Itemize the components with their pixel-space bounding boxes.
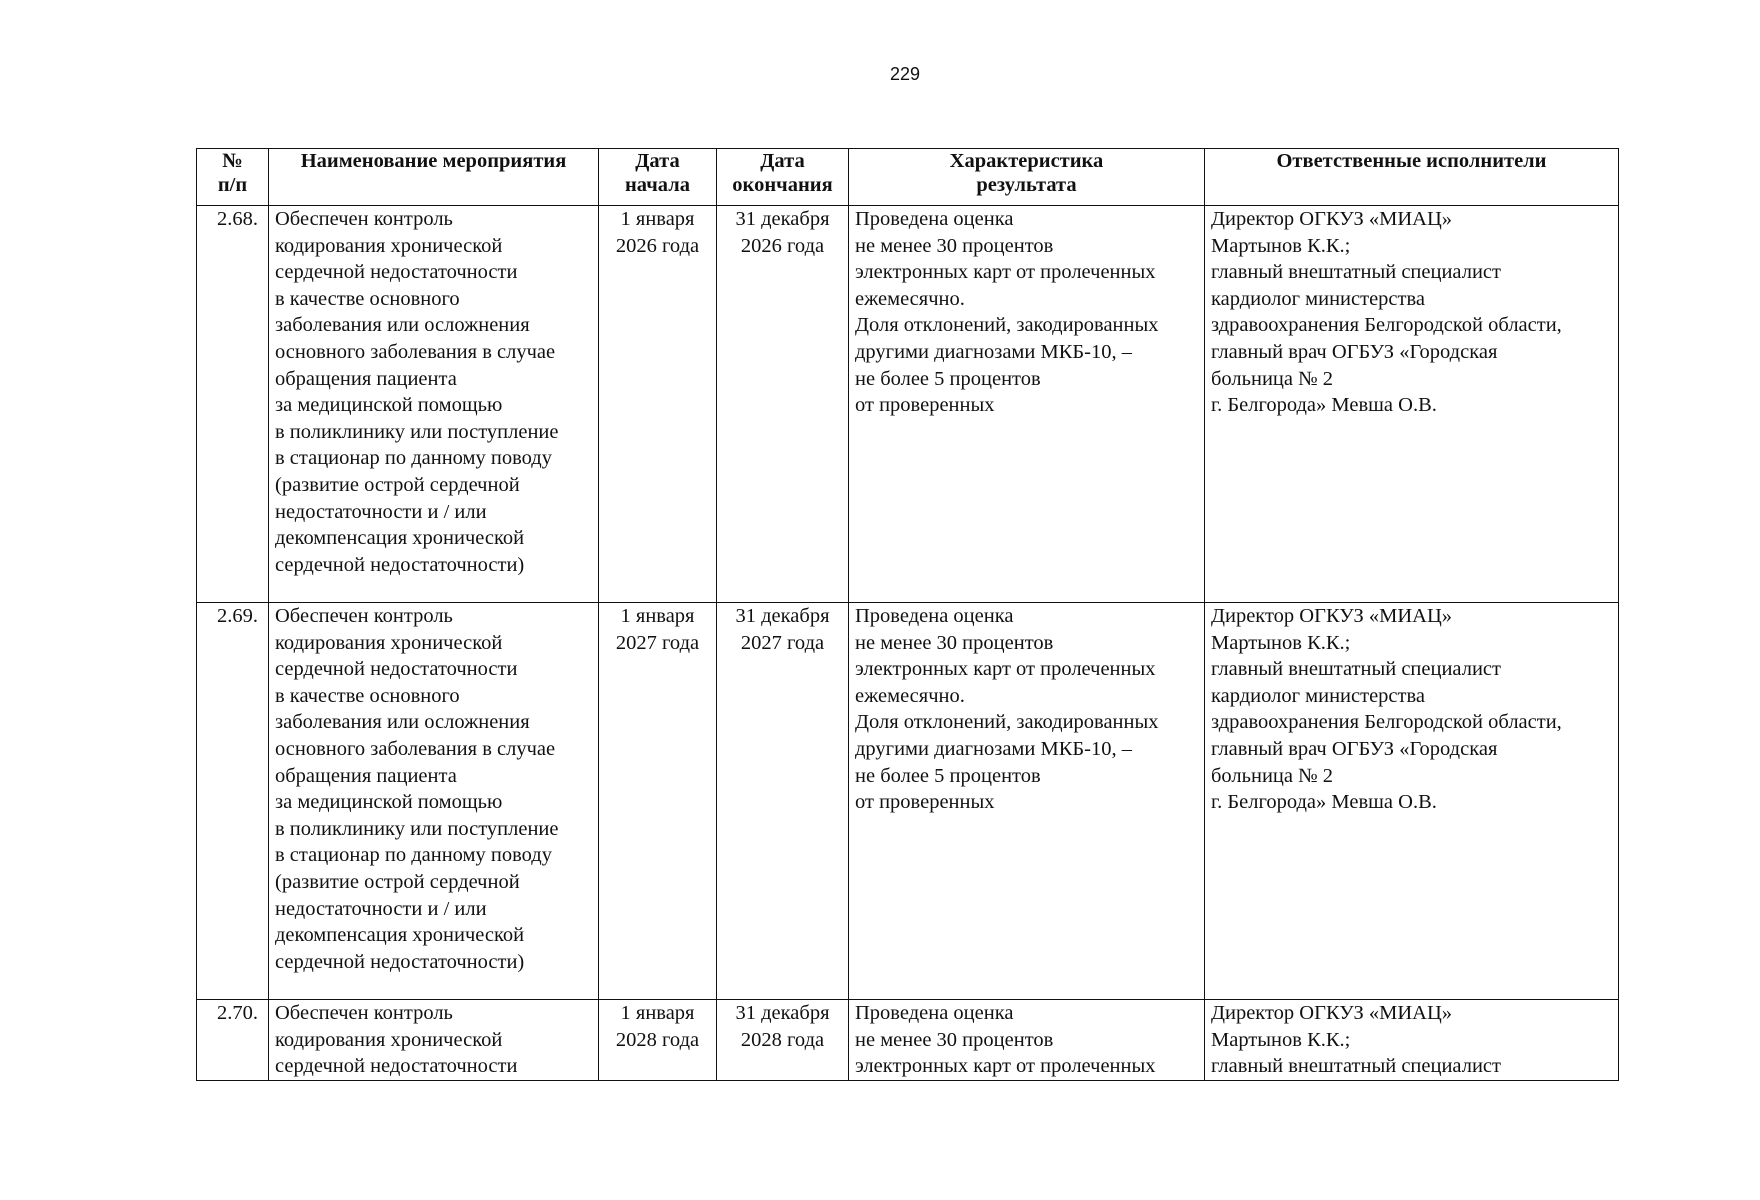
text-line: Обеспечен контроль (275, 605, 453, 627)
text-line: не менее 30 процентов (855, 234, 1054, 257)
text-line: 2027 года (615, 631, 700, 654)
row-start-date (599, 206, 717, 603)
text-line: обращения пациента (275, 764, 457, 787)
text-line: результата (976, 174, 1077, 196)
text-line: за медицинской помощью (275, 394, 503, 417)
row-end-date (717, 206, 849, 603)
text-line: заболевания или осложнения (275, 314, 530, 337)
text-line: Директор ОГКУЗ «МИАЦ» (1211, 208, 1453, 230)
row-num: 2.70. (197, 1000, 269, 1081)
text-line: 2028 года (740, 1028, 825, 1051)
text-line: не менее 30 процентов (855, 631, 1054, 654)
text-line: г. Белгорода» Мевша О.В. (1211, 394, 1437, 417)
row-end-date (717, 1000, 849, 1081)
text-line: г. Белгорода» Мевша О.В. (1211, 791, 1437, 814)
text-line: 31 декабря (735, 208, 830, 230)
text-line: основного заболевания в случае (275, 340, 556, 363)
header-start-date (599, 149, 717, 206)
text-line: 2026 года (615, 234, 700, 257)
text-line: основного заболевания в случае (275, 737, 556, 760)
text-line: здравоохранения Белгородской области, (1211, 314, 1562, 337)
text-line: сердечной недостаточности) (275, 950, 525, 973)
text-line: кодирования хронической (275, 234, 503, 257)
text-line: больница № 2 (1211, 367, 1334, 390)
text-line: 31 декабря (735, 1002, 830, 1024)
text-line: главный врач ОГБУЗ «Городская (1211, 737, 1498, 760)
text-line: Обеспечен контроль (275, 1002, 453, 1024)
measures-table (196, 148, 1619, 1081)
row-name (269, 1000, 599, 1081)
text-line: больница № 2 (1211, 764, 1334, 787)
header-responsible (1205, 149, 1619, 206)
text-line: 2028 года (615, 1028, 700, 1051)
text-line: в поликлинику или поступление (275, 420, 559, 443)
row-result (849, 206, 1205, 603)
text-line: в поликлинику или поступление (275, 817, 559, 840)
text-line: 1 января (620, 605, 695, 627)
row-responsible (1205, 1000, 1619, 1081)
row-name (269, 603, 599, 1000)
text-line: Характеристика (949, 150, 1104, 172)
text-line: Дата (760, 150, 805, 172)
text-line: ежемесячно. (855, 684, 965, 707)
row-num: 2.68. (197, 206, 269, 603)
text-line: за медицинской помощью (275, 791, 503, 814)
header-result (849, 149, 1205, 206)
table-row (197, 603, 1619, 1000)
header-name (269, 149, 599, 206)
text-line: не более 5 процентов (855, 764, 1041, 787)
text-line: Мартынов К.К.; (1211, 234, 1351, 257)
table-row (197, 206, 1619, 603)
table-header-row (197, 149, 1619, 206)
row-name (269, 206, 599, 603)
text-line: обращения пациента (275, 367, 457, 390)
text-line: 2026 года (740, 234, 825, 257)
text-line: декомпенсация хронической (275, 924, 525, 947)
text-line: сердечной недостаточности) (275, 553, 525, 576)
text-line: другими диагнозами МКБ-10, – (855, 737, 1133, 760)
text-line: от проверенных (855, 394, 995, 417)
text-line: не более 5 процентов (855, 367, 1041, 390)
text-line: здравоохранения Белгородской области, (1211, 711, 1562, 734)
text-line: Доля отклонений, закодированных (855, 711, 1159, 734)
text-line: ежемесячно. (855, 287, 965, 310)
text-line: главный врач ОГБУЗ «Городская (1211, 340, 1498, 363)
text-line: не менее 30 процентов (855, 1028, 1054, 1051)
text-line: от проверенных (855, 791, 995, 814)
text-line: Ответственные исполнители (1276, 150, 1547, 172)
text-line: главный внештатный специалист (1211, 1055, 1501, 1078)
row-end-date (717, 603, 849, 1000)
text-line: в качестве основного (275, 287, 460, 310)
text-line: 31 декабря (735, 605, 830, 627)
row-start-date (599, 1000, 717, 1081)
text-line: кардиолог министерства (1211, 287, 1425, 310)
text-line: в стационар по данному поводу (275, 844, 552, 867)
text-line: кодирования хронической (275, 1028, 503, 1051)
text-line: электронных карт от пролеченных (855, 261, 1156, 284)
text-line: Проведена оценка (855, 208, 1014, 230)
text-line: в стационар по данному поводу (275, 447, 552, 470)
text-line: главный внештатный специалист (1211, 261, 1501, 284)
text-line: сердечной недостаточности (275, 261, 518, 284)
row-result (849, 603, 1205, 1000)
text-line: № (222, 150, 243, 172)
text-line: электронных карт от пролеченных (855, 658, 1156, 681)
row-responsible (1205, 603, 1619, 1000)
text-line: другими диагнозами МКБ-10, – (855, 340, 1133, 363)
text-line: электронных карт от пролеченных (855, 1055, 1156, 1078)
header-end-date (717, 149, 849, 206)
text-line: кардиолог министерства (1211, 684, 1425, 707)
page-number: 229 (889, 64, 921, 84)
text-line: начала (625, 174, 690, 196)
text-line: главный внештатный специалист (1211, 658, 1501, 681)
row-responsible (1205, 206, 1619, 603)
text-line: Мартынов К.К.; (1211, 1028, 1351, 1051)
text-line: Мартынов К.К.; (1211, 631, 1351, 654)
text-line: Проведена оценка (855, 605, 1014, 627)
text-line: заболевания или осложнения (275, 711, 530, 734)
row-result (849, 1000, 1205, 1081)
text-line: Обеспечен контроль (275, 208, 453, 230)
row-start-date (599, 603, 717, 1000)
text-line: в качестве основного (275, 684, 460, 707)
text-line: (развитие острой сердечной (275, 870, 520, 893)
text-line: недостаточности и / или (275, 897, 487, 920)
text-line: п/п (217, 174, 248, 196)
row-num: 2.69. (197, 603, 269, 1000)
text-line: Проведена оценка (855, 1002, 1014, 1024)
text-line: Директор ОГКУЗ «МИАЦ» (1211, 1002, 1453, 1024)
text-line: сердечной недостаточности (275, 1055, 518, 1078)
text-line: 1 января (620, 208, 695, 230)
text-line: недостаточности и / или (275, 500, 487, 523)
text-line: Дата (635, 150, 680, 172)
text-line: Наименование мероприятия (300, 150, 567, 172)
table-row (197, 1000, 1619, 1081)
text-line: окончания (732, 174, 833, 196)
text-line: Доля отклонений, закодированных (855, 314, 1159, 337)
text-line: 1 января (620, 1002, 695, 1024)
text-line: (развитие острой сердечной (275, 473, 520, 496)
header-num (197, 149, 269, 206)
text-line: кодирования хронической (275, 631, 503, 654)
text-line: сердечной недостаточности (275, 658, 518, 681)
text-line: Директор ОГКУЗ «МИАЦ» (1211, 605, 1453, 627)
text-line: 2027 года (740, 631, 825, 654)
text-line: декомпенсация хронической (275, 527, 525, 550)
